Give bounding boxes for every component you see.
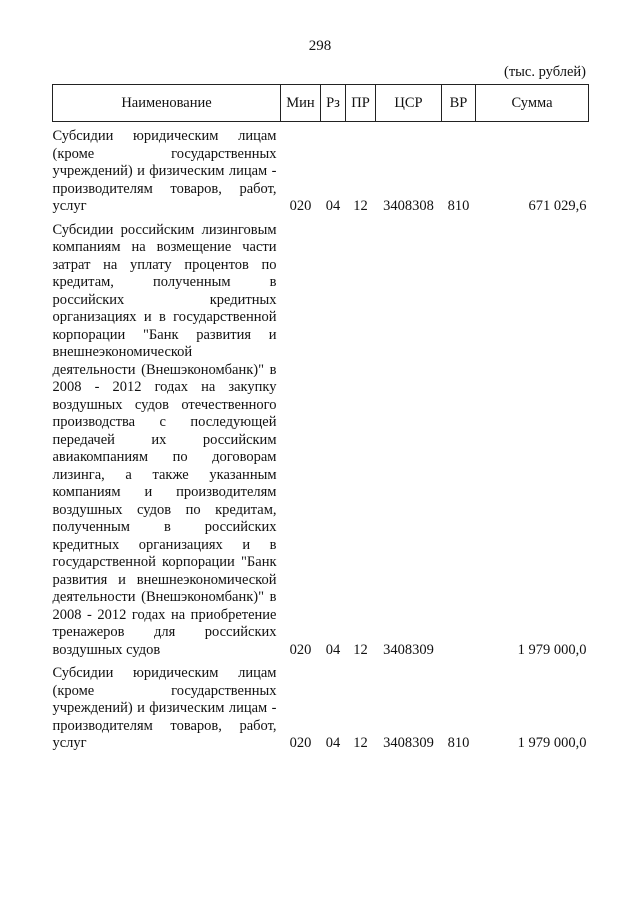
- row-sum: 671 029,6: [528, 198, 587, 214]
- table-header-row: [53, 85, 589, 122]
- row-rz: 04: [325, 735, 341, 751]
- row-rz: 04: [325, 198, 341, 214]
- row-pr: 12: [353, 641, 368, 658]
- header-min: Мин: [281, 85, 321, 122]
- row-min: 020: [289, 641, 312, 658]
- header-sum: Сумма: [476, 85, 589, 122]
- row-vr: 810: [447, 198, 470, 214]
- page-number: 298: [308, 38, 332, 54]
- header-rz: Рз: [321, 85, 346, 122]
- row-pr: 12: [353, 735, 368, 751]
- table-row: [53, 222, 589, 666]
- header-csr: ЦСР: [376, 85, 442, 122]
- table-row: [53, 665, 589, 759]
- row-min: 020: [289, 735, 312, 751]
- budget-table: [52, 84, 589, 759]
- row-name: Субсидии юридическим лицам (кроме государственных учреждений) и физическим лицам - производителям товаров, работ, услуг: [52, 128, 277, 214]
- row-pr: 12: [353, 198, 368, 214]
- row-vr: 810: [447, 735, 470, 751]
- row-min: 020: [289, 198, 312, 214]
- units-label: (тыс. рублей): [504, 64, 586, 80]
- row-sum: 1 979 000,0: [517, 735, 587, 751]
- header-pr: ПР: [346, 85, 376, 122]
- row-vr: [442, 222, 476, 666]
- header-vr: ВР: [442, 85, 476, 122]
- row-name: Субсидии юридическим лицам (кроме государственных учреждений) и физическим лицам - производителям товаров, работ, услуг: [52, 665, 277, 751]
- table-row: [53, 122, 589, 222]
- header-name: Наименование: [53, 85, 281, 122]
- row-csr: 3408308: [383, 198, 434, 214]
- row-name: Субсидии российским лизинговым компаниям на возмещение части затрат на уплату процентов по кредитам, полученным в российских кредитных организациях и в государственной корпорации "Банк развития и внешнеэкономической деятельности (Внешэкономбанк)" в 2008 - 2012 годах на закупку воздушных судов отечественного производства с последующей передачей их российским авиакомпаниям по договорам лизинга, а также указанным компаниям и производителям воздушных судов по кредитам, полученным в российских кредитных организациях и в государственной корпорации "Банк развития и внешнеэкономической деятельности (Внешэкономбанк)" в 2008 - 2012 годах на приобретение тренажеров для российских воздушных судов: [52, 221, 277, 658]
- row-csr: 3408309: [383, 641, 434, 658]
- row-sum: 1 979 000,0: [517, 641, 587, 658]
- row-rz: 04: [325, 641, 341, 658]
- row-csr: 3408309: [383, 735, 434, 751]
